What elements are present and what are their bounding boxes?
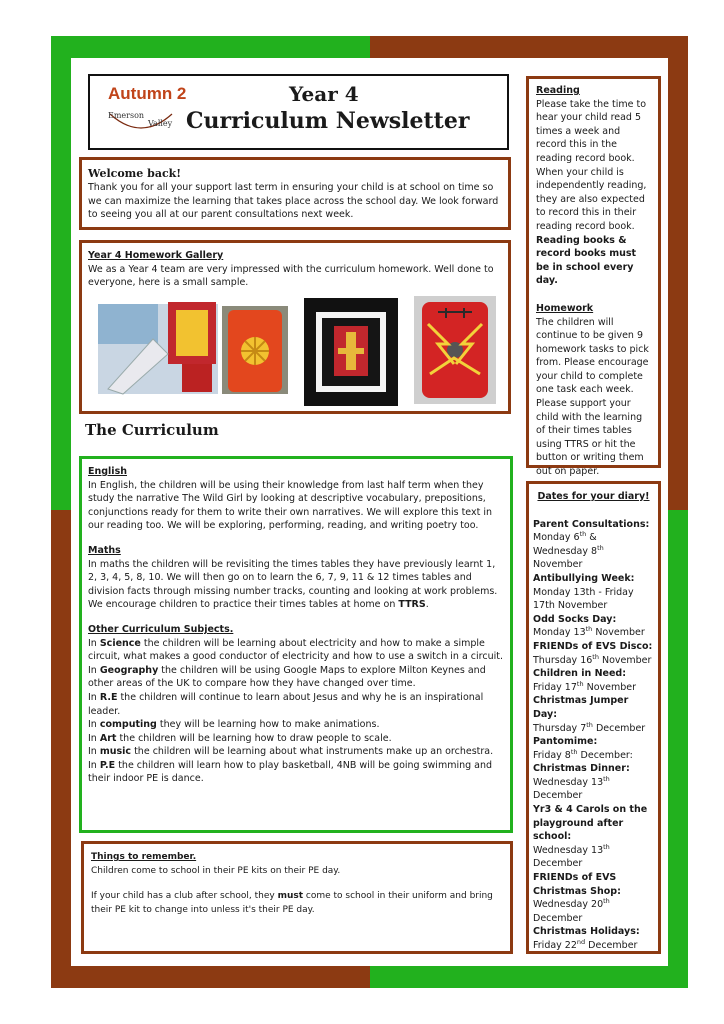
photo-classroom-shield: [98, 302, 218, 394]
diary-event-date: Wednesday 20th December: [533, 897, 610, 924]
welcome-heading: Welcome back!: [88, 167, 182, 180]
diary-event-name: Antibullying Week:: [533, 572, 635, 584]
subject-geography: In Geography the children will be using Google Maps to explore Milton Keynes and other areas of the UK to compare how they have changed over time.: [88, 664, 486, 690]
english-text: In English, the children will be using their knowledge from last half term when they study the narrative The Wild Girl by looking at descriptive vocabulary, prepositions, conjunctions ready for them to write their own narratives. We will explore this text in our reading too. We will be exploring, performing, reading, and writing poetry too.: [88, 479, 493, 532]
diary-event-name: FRIENDs of EVS Christmas Shop:: [533, 872, 621, 897]
diary-event: [533, 925, 654, 952]
diary-event-date: Friday 17th November: [533, 679, 637, 693]
diary-event-date: Monday 6th & Wednesday 8th November: [533, 530, 604, 571]
diary-event: [533, 640, 654, 667]
english-heading: English: [88, 466, 127, 477]
diary-event-date: Friday 8th December:: [533, 747, 633, 761]
reading-homework-box: [526, 76, 661, 478]
curriculum-heading: The Curriculum: [85, 421, 219, 439]
diary-event-date: Wednesday 13th December: [533, 774, 610, 802]
things-line-2: If your child has a club after school, they must come to school in their uniform and bring their PE kit to change into unless it's their PE day.: [91, 891, 493, 915]
diary-event-name: Christmas Dinner:: [533, 763, 630, 775]
photo-orange-shield: [222, 306, 288, 394]
diary-event-date: Thursday 7th December: [533, 720, 646, 734]
photo-black-frame-shield: [304, 298, 398, 406]
diary-event-name: FRIENDs of EVS Disco:: [533, 640, 653, 652]
things-line-1: Children come to school in their PE kits on their PE day.: [91, 865, 341, 876]
gallery-heading: Year 4 Homework Gallery: [88, 250, 224, 261]
photo-red-lightning-shield: [414, 296, 496, 404]
curriculum-box: [79, 456, 513, 833]
homework-text-1: The children will continue to be given 9 homework tasks to pick from. Please encourage your child to complete one task each week.: [536, 316, 649, 396]
diary-event: [533, 762, 654, 803]
reading-text: Please take the time to hear your child read 5 times a week and record this in the reading record book. When your child is independently reading, they are also expected to record this in their reading record book.: [536, 98, 647, 232]
diary-events: [533, 518, 654, 953]
welcome-text: Thank you for all your support last term in ensuring your child is at school on time so we can maximize the learning that takes place across the school day. We look forward to seeing you all at our parent consultations next week.: [88, 182, 499, 221]
diary-event-name: Pantomime:: [533, 736, 598, 748]
subject-art: In Art the children will be learning how to draw people to scale.: [88, 732, 392, 744]
diary-event-date: Wednesday 13th December: [533, 842, 610, 870]
gallery-text: We as a Year 4 team are very impressed with the curriculum homework. Well done to everyone, here is a small sample.: [88, 263, 494, 289]
diary-event-name: Parent Consultations:: [533, 518, 650, 530]
diary-event-date: Friday 22nd December: [533, 937, 638, 951]
diary-event: [533, 572, 654, 613]
diary-event-date: Thursday 16th November: [533, 652, 652, 666]
welcome-box: [79, 157, 511, 230]
diary-event-date: Monday 13th - Friday 17th November: [533, 586, 634, 612]
subject-science: In Science the children will be learning about electricity and how to make a simple circuit, what makes a good conductor of electricity and how to use a switch in a circuit.: [88, 637, 503, 663]
title-box: [88, 74, 509, 150]
diary-event: [533, 694, 654, 735]
things-heading: Things to remember.: [91, 852, 197, 862]
homework-text-2: Please support your child with the learning of their times tables using TTRS or hit the button or writing them out on paper.: [536, 398, 644, 478]
diary-event-name: Christmas Holidays:: [533, 926, 640, 938]
svg-text:Valley: Valley: [148, 119, 173, 128]
homework-gallery-box: [79, 240, 511, 414]
maths-heading: Maths: [88, 544, 121, 556]
newsletter-title: Curriculum Newsletter: [186, 108, 470, 134]
diary-event: [533, 613, 654, 640]
diary-event-name: Children in Need:: [533, 668, 627, 680]
diary-event: [533, 518, 654, 572]
maths-text: In maths the children will be revisiting the times tables they have previously learnt 1, 2, 3, 4, 5, 8, 10. We will then go on to learn the 6, 7, 9, 11 & 12 times tables and division facts through missing number tracks, counting and looking at work problems. We encourage children to practice their times tables at home on TTRS.: [88, 558, 498, 611]
diary-event-name: Yr3 & 4 Carols on the playground after school:: [533, 804, 648, 843]
diary-event: [533, 667, 654, 694]
homework-heading: Homework: [536, 302, 594, 314]
diary-event: [533, 735, 654, 762]
dates-diary-box: [526, 481, 661, 954]
diary-event-date: Monday 13th November: [533, 625, 645, 639]
homework-photos: [98, 294, 498, 407]
subject-pe: In P.E the children will learn how to play basketball, 4NB will be going swimming and their indoor PE is dance.: [88, 759, 493, 785]
diary-event: [533, 871, 654, 925]
subject-re: In R.E the children will continue to learn about Jesus and why he is an inspirational leader.: [88, 691, 484, 717]
other-subjects-heading: Other Curriculum Subjects.: [88, 623, 234, 635]
diary-event: [533, 803, 654, 871]
reading-heading: Reading: [536, 85, 580, 96]
term-label: Autumn 2: [108, 84, 187, 103]
reading-bold-note: Reading books & record books must be in school every day.: [536, 234, 637, 287]
subject-music: In music the children will be learning about what instruments make up an orchestra.: [88, 746, 494, 758]
diary-event-name: Christmas Jumper Day:: [533, 695, 629, 720]
subject-computing: In computing they will be learning how to make animations.: [88, 719, 380, 731]
things-to-remember-box: [81, 841, 513, 954]
diary-heading: Dates for your diary!: [537, 491, 650, 502]
school-logo: [104, 102, 178, 138]
svg-text:Emerson: Emerson: [108, 111, 145, 120]
diary-event-name: Odd Socks Day:: [533, 613, 617, 625]
year-heading: Year 4: [289, 82, 359, 106]
